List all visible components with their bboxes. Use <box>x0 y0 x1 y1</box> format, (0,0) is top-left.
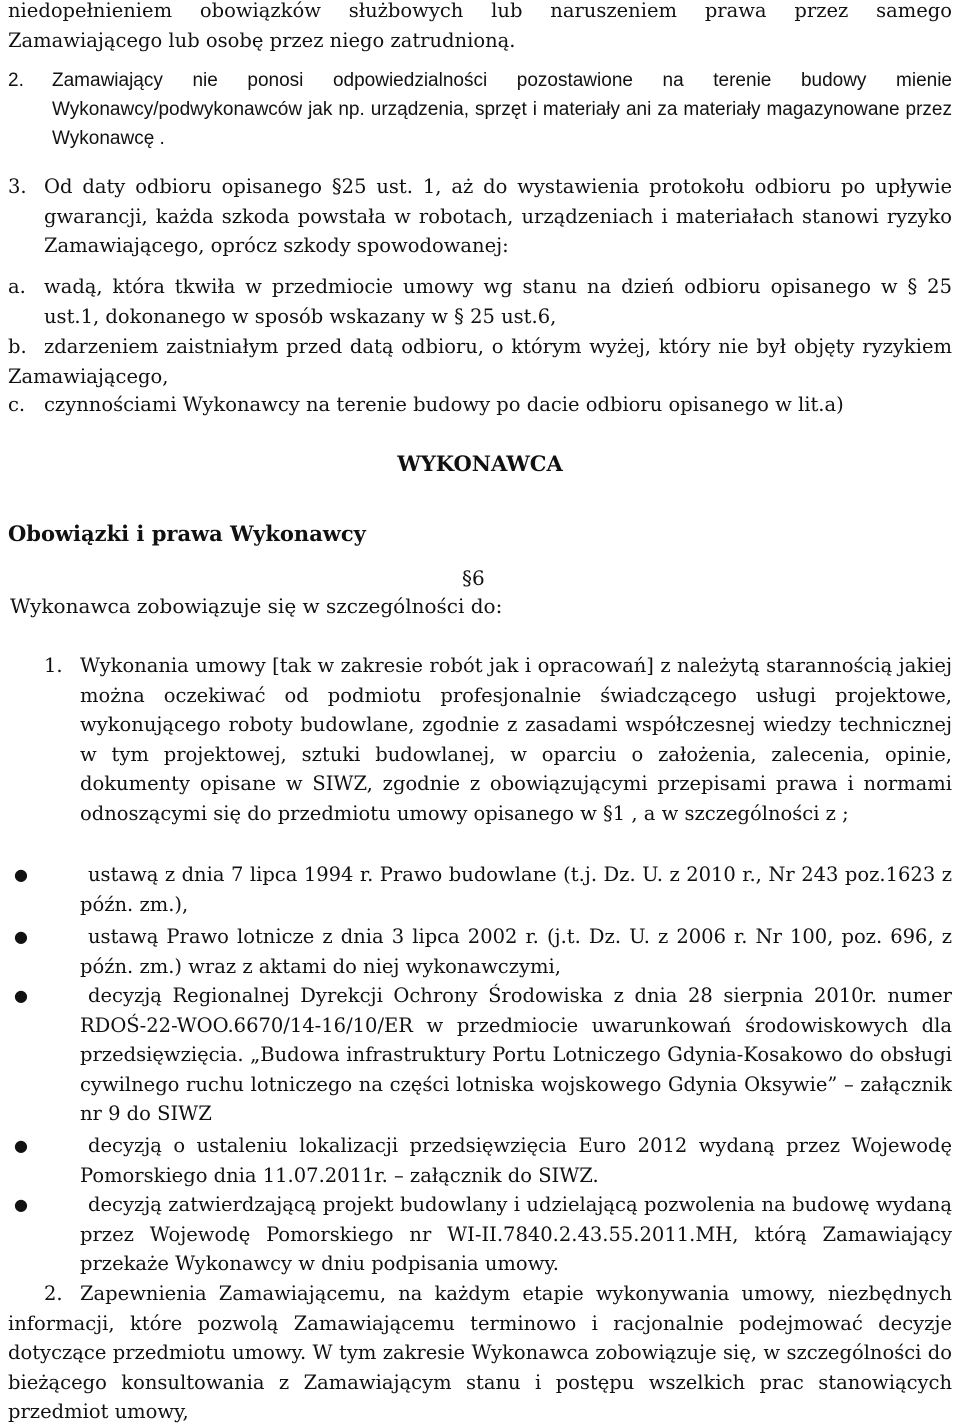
clause-number: 2. <box>8 70 24 91</box>
obligations-intro: Wykonawca zobowiązuje się w szczególności do: <box>10 594 503 618</box>
point-number: 1. <box>44 654 63 677</box>
clause-item-3 <box>8 172 952 261</box>
bullet-text: decyzją o ustaleniu lokalizacji przedsięwzięcia Euro 2012 wydaną przez Wojewodę Pomorskiego dnia 11.07.2011r. – załącznik do SIWZ. <box>80 1134 952 1187</box>
bullet-item <box>8 922 952 981</box>
bullet-item <box>8 860 952 919</box>
clause-text: Od daty odbioru opisanego §25 ust. 1, aż do wystawienia protokołu odbioru po upływie gwarancji, każda szkoda powstała w robotach, urządzeniach i materiałach stanowi ryzyko Zamawiającego, oprócz szkody spowodowanej: <box>44 175 952 257</box>
subsection-heading: Obowiązki i prawa Wykonawcy <box>8 521 366 546</box>
bullet-text: decyzją Regionalnej Dyrekcji Ochrony Środowiska z dnia 28 sierpnia 2010r. numer RDOŚ-22-WOO.6670/14-16/10/ER w przedmiocie uwarunkowań środowiskowych dla przedsięwzięcia. „Budowa infrastruktury Portu Lotniczego Gdynia-Kosakowo do obsługi cywilnego ruchu lotniczego na części lotniska wojskowego Gdynia Oksywie” – załącznik nr 9 do SIWZ <box>80 984 952 1125</box>
sub-item-text: wadą, która tkwiła w przedmiocie umowy wg stanu na dzień odbioru opisanego w § 25 ust.1, dokonanego w sposób wskazany w § 25 ust.6, <box>44 275 952 328</box>
clause-number: 3. <box>8 175 27 198</box>
paragraph-mark: §6 <box>462 566 485 590</box>
section-heading: WYKONAWCA <box>397 451 563 476</box>
bullet-dot-icon: ● <box>14 1136 28 1155</box>
sub-item-label: b. <box>8 335 27 358</box>
sub-item-label: a. <box>8 275 26 298</box>
clause-item-2 <box>8 66 952 153</box>
bullet-text: decyzją zatwierdzającą projekt budowlany i udzielającą pozwolenia na budowę wydaną przez Wojewodę Pomorskiego nr WI-II.7840.2.43.55.2011.MH, którą Zamawiający przekaże Wykonawcy w dniu podpisania umowy. <box>80 1193 952 1275</box>
continuation-line-2: Zamawiającego lub osobę przez niego zatrudnioną. <box>8 28 516 52</box>
bullet-item <box>8 1190 952 1279</box>
obligation-point-2 <box>8 1279 952 1427</box>
sub-item-text: czynnościami Wykonawcy na terenie budowy po dacie odbioru opisanego w lit.a) <box>44 393 844 416</box>
sub-item-label: c. <box>8 393 26 416</box>
point-text: Wykonania umowy [tak w zakresie robót jak i opracowań] z należytą starannością jakiej można oczekiwać od podmiotu profesjonalnie świadczącego usługi projektowe, wykonującego roboty budowlane, zgodnie z zasadami współczesnej wiedzy technicznej w tym projektowej, sztuki budowlanej, w oparciu o założenia, zalecenia, opinie, dokumenty opisane w SIWZ, zgodnie z obowiązującymi przepisami prawa i normami odnoszącymi się do przedmiotu umowy opisanego w §1 , a w szczególności z ; <box>80 654 952 825</box>
bullet-dot-icon: ● <box>14 1195 28 1214</box>
sub-item-c <box>8 390 952 420</box>
bullet-item <box>8 1131 952 1190</box>
bullet-text: ustawą z dnia 7 lipca 1994 r. Prawo budowlane (t.j. Dz. U. z 2010 r., Nr 243 poz.1623 z późn. zm.), <box>80 863 952 916</box>
continuation-line-1: niedopełnieniem obowiązków służbowych lub naruszeniem prawa przez samego <box>8 0 952 22</box>
bullet-dot-icon: ● <box>14 986 28 1005</box>
bullet-text: ustawą Prawo lotnicze z dnia 3 lipca 2002 r. (j.t. Dz. U. z 2006 r. Nr 100, poz. 696, z późn. zm.) wraz z aktami do niej wykonawczymi, <box>80 925 952 978</box>
sub-item-text: zdarzeniem zaistniałym przed datą odbioru, o którym wyżej, który nie był objęty ryzykiem Zamawiającego, <box>8 335 952 388</box>
point-text: Zapewnienia Zamawiającemu, na każdym etapie wykonywania umowy, niezbędnych informacji, które pozwolą Zamawiającemu terminowo i racjonalnie podejmować decyzje dotyczące przedmiotu umowy. W tym zakresie Wykonawca zobowiązuje się, w szczególności do bieżącego konsultowania z Zamawiającym stanu i postępu wszelkich prac stanowiących przedmiot umowy, <box>8 1282 952 1423</box>
obligation-point-1 <box>8 651 952 828</box>
continuation-text <box>8 0 952 55</box>
clause-text: Zamawiający nie ponosi odpowiedzialności pozostawione na terenie budowy mienie Wykonawcy/podwykonawców jak np. urządzenia, sprzęt i materiały ani za materiały magazynowane przez Wykonawcę . <box>52 70 952 149</box>
bullet-item <box>8 981 952 1129</box>
bullet-dot-icon: ● <box>14 865 28 884</box>
bullet-dot-icon: ● <box>14 927 28 946</box>
point-number: 2. <box>44 1282 63 1305</box>
sub-item-b <box>8 332 952 391</box>
sub-item-a <box>8 272 952 331</box>
